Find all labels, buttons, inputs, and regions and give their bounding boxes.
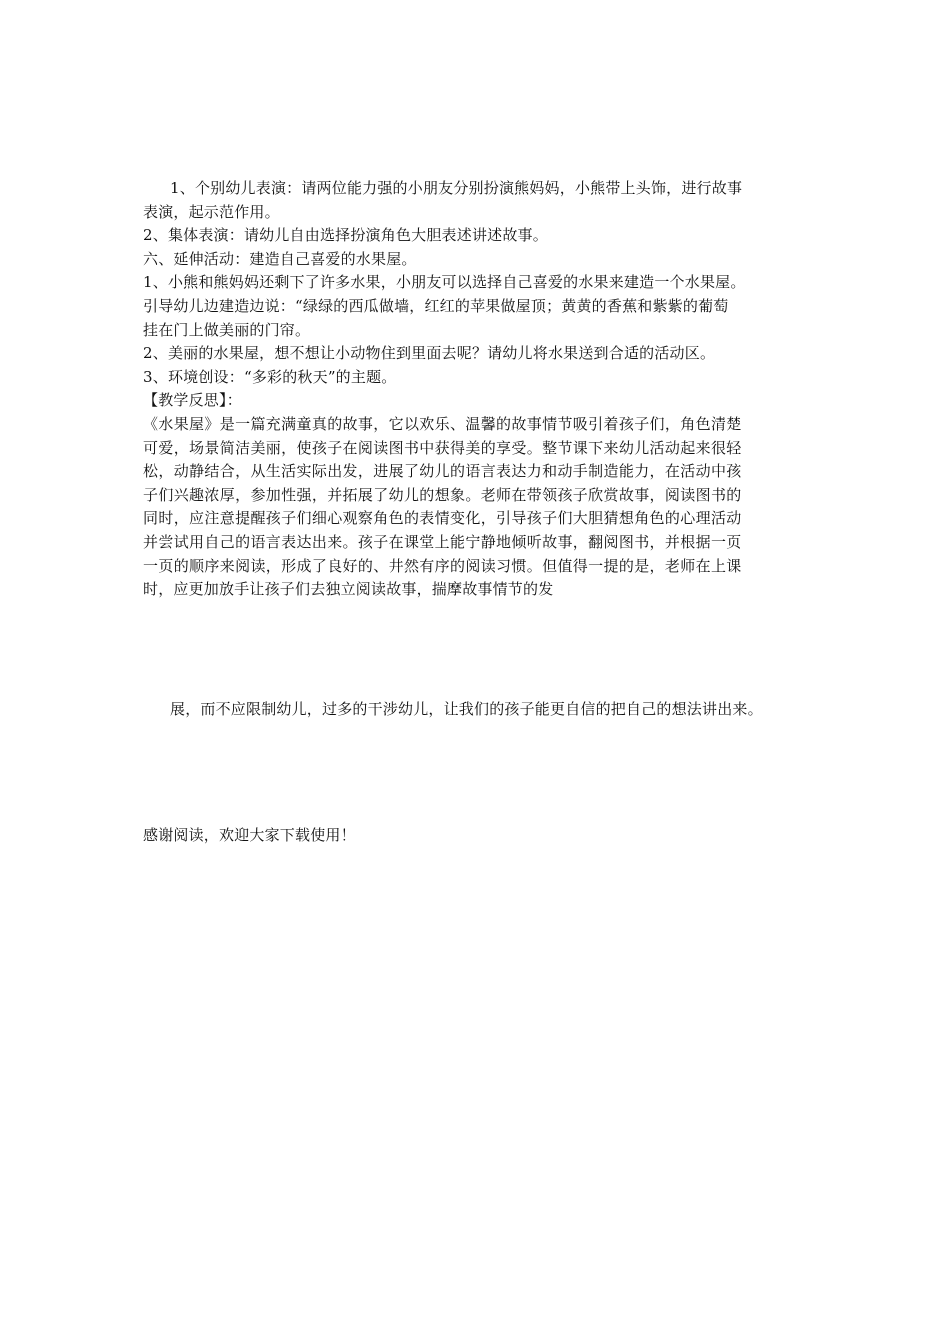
text-line: 松，动静结合，从生活实际出发，进展了幼儿的语言表达力和动手制造能力，在活动中孩	[143, 462, 742, 481]
lesson-text-block	[143, 177, 811, 602]
reflection-heading: 【教学反思】：	[143, 391, 242, 410]
closing-text-block	[143, 824, 811, 848]
text-line: 《水果屋》是一篇充满童真的故事，它以欢乐、温馨的故事情节吸引着孩子们，角色清楚	[143, 414, 742, 433]
text-line: 引导幼儿边建造边说：“绿绿的西瓜做墙，红红的苹果做屋顶；黄黄的香蕉和紫紫的葡萄	[143, 296, 729, 315]
text-line: 并尝试用自己的语言表达出来。孩子在课堂上能宁静地倾听故事，翻阅图书，并根据一页	[143, 532, 742, 551]
text-line: 时，应更加放手让孩子们去独立阅读故事，揣摩故事情节的发	[143, 580, 554, 599]
text-line: 展，而不应限制幼儿，过多的干涉幼儿，让我们的孩子能更自信的把自己的想法讲出来。	[170, 700, 763, 718]
text-line: 3、环境创设：“多彩的秋天”的主题。	[143, 367, 397, 386]
text-line: 1、小熊和熊妈妈还剩下了许多水果，小朋友可以选择自己喜爱的水果来建造一个水果屋。	[143, 273, 746, 292]
text-line: 子们兴趣浓厚，参加性强，并拓展了幼儿的想象。老师在带领孩子欣赏故事，阅读图书的	[143, 485, 742, 504]
text-line: 同时，应注意提醒孩子们细心观察角色的表情变化，引导孩子们大胆猜想角色的心理活动	[143, 509, 742, 528]
text-line: 2、集体表演：请幼儿自由选择扮演角色大胆表述讲述故事。	[143, 226, 548, 245]
text-line: 挂在门上做美丽的门帘。	[143, 320, 311, 339]
text-line: 1、个别幼儿表演：请两位能力强的小朋友分别扮演熊妈妈，小熊带上头饰，进行故事	[170, 179, 743, 197]
text-line: 2、美丽的水果屋，想不想让小动物住到里面去呢？请幼儿将水果送到合适的活动区。	[143, 344, 716, 363]
text-line: 表演，起示范作用。	[143, 202, 280, 221]
text-line: 可爱，场景简洁美丽，使孩子在阅读图书中获得美的享受。整节课下来幼儿活动起来很轻	[143, 438, 742, 457]
section-heading: 六、延伸活动：建造自己喜爱的水果屋。	[143, 249, 417, 268]
continuation-text-block	[143, 698, 811, 722]
closing-line: 感谢阅读，欢迎大家下载使用！	[143, 826, 356, 844]
text-line: 一页的顺序来阅读，形成了良好的、井然有序的阅读习惯。但值得一提的是，老师在上课	[143, 556, 742, 575]
